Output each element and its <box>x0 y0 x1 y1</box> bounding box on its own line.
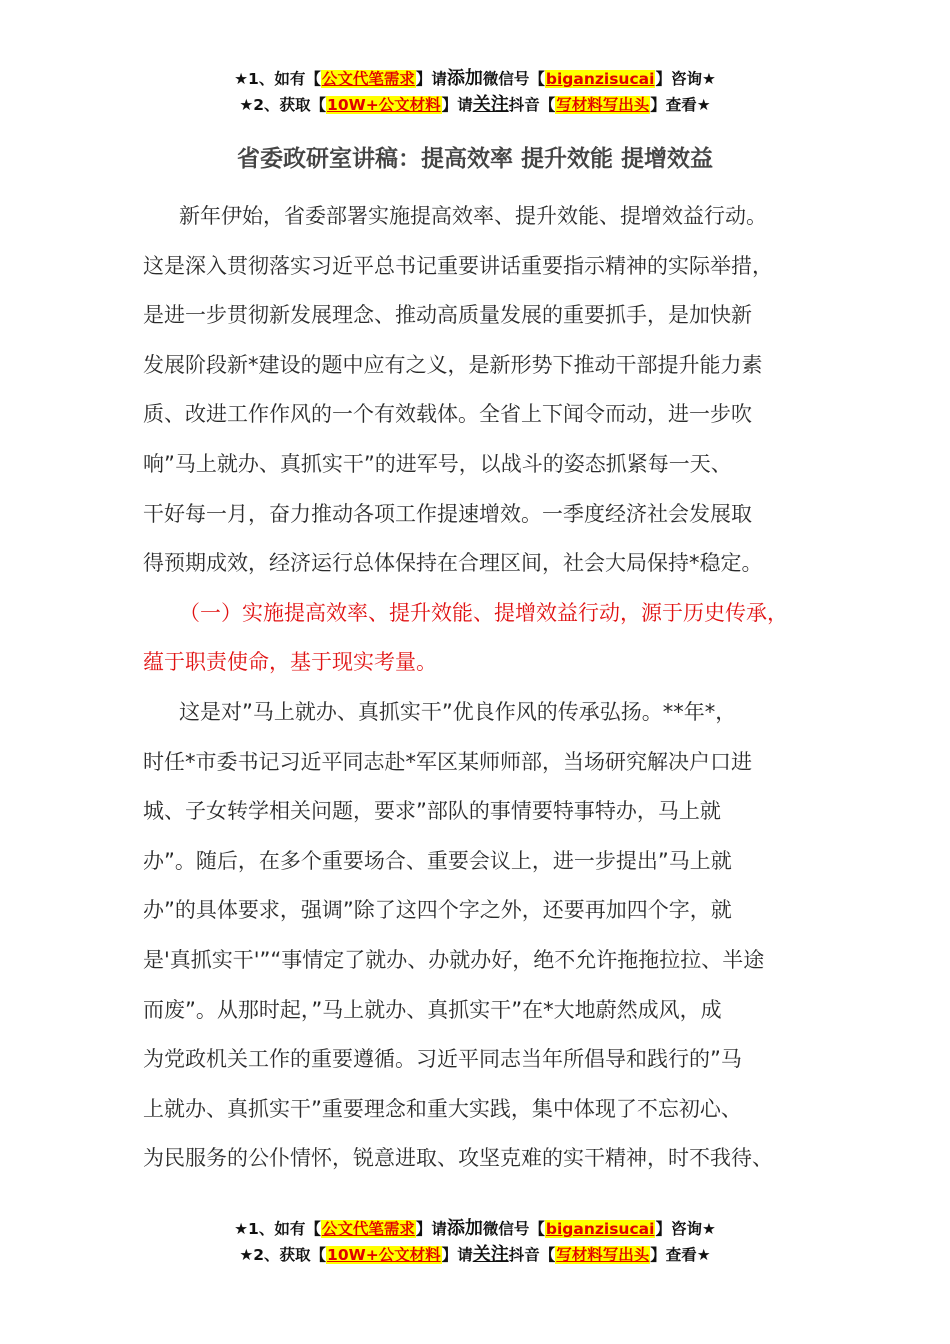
section-heading-line: 蕴于职责使命，基于现实考量。 <box>143 650 437 675</box>
promo-emphasis: 添加 <box>446 68 483 89</box>
promo-douyin-id: 写材料写出头 <box>556 1246 650 1264</box>
promo-text: 微信号【 <box>482 1220 545 1238</box>
promo-text: 】查看★ <box>650 96 711 114</box>
promo-text: 】请 <box>441 96 473 114</box>
paragraph-line: 而废”。从那时起，”马上就办、真抓实干”在*大地蔚然成风，成 <box>143 997 722 1022</box>
promo-text: 】请 <box>441 1246 473 1264</box>
promo-line-1 <box>0 66 950 92</box>
promo-emphasis: 关注 <box>472 1244 509 1265</box>
promo-line-2 <box>0 1242 950 1268</box>
promo-highlight: 公文代笔需求 <box>321 70 415 88</box>
promo-text: 】查看★ <box>650 1246 711 1264</box>
promo-text: ★2、获取【 <box>239 1246 327 1264</box>
document-body <box>143 192 833 1184</box>
promo-text: ★1、如有【 <box>234 1220 321 1238</box>
promo-text: 抖音【 <box>508 1246 556 1264</box>
paragraph-line: 是进一步贯彻新发展理念、推动高质量发展的重要抓手，是加快新 <box>143 303 752 328</box>
promo-text: 】咨询★ <box>655 70 716 88</box>
paragraph-line: 质、改进工作作风的一个有效载体。全省上下闻令而动，进一步吹 <box>143 402 752 427</box>
section-heading-line: （一）实施提高效率、提升效能、提增效益行动，源于历史传承， <box>179 600 788 625</box>
paragraph-line: 这是深入贯彻落实习近平总书记重要讲话重要指示精神的实际举措， <box>143 253 773 278</box>
promo-highlight: 公文代笔需求 <box>321 1220 415 1238</box>
paragraph-line: 为党政机关工作的重要遵循。习近平同志当年所倡导和践行的”马 <box>143 1047 742 1072</box>
paragraph-line: 干好每一月，奋力推动各项工作提速增效。一季度经济社会发展取 <box>143 501 752 526</box>
promo-banner-bottom <box>0 1216 950 1268</box>
promo-text: ★1、如有【 <box>234 70 321 88</box>
promo-line-1 <box>0 1216 950 1242</box>
promo-text: 】请 <box>415 1220 447 1238</box>
paragraph-line: 上就办、真抓实干”重要理念和重大实践，集中体现了不忘初心、 <box>143 1096 742 1121</box>
promo-text: ★2、获取【 <box>239 96 327 114</box>
paragraph-line: 发展阶段新*建设的题中应有之义，是新形势下推动干部提升能力素 <box>143 352 763 377</box>
promo-text: 】咨询★ <box>655 1220 716 1238</box>
paragraph-line: 是'真抓实干'”“事情定了就办、办就办好，绝不允许拖拖拉拉、半途 <box>143 947 765 972</box>
paragraph-line: 得预期成效，经济运行总体保持在合理区间，社会大局保持*稳定。 <box>143 551 763 576</box>
page-title: 省委政研室讲稿：提高效率 提升效能 提增效益 <box>236 146 713 172</box>
promo-text: 抖音【 <box>508 96 556 114</box>
paragraph-line: 这是对”马上就办、真抓实干”优良作风的传承弘扬。**年*， <box>179 699 737 724</box>
paragraph-line: 为民服务的公仆情怀，锐意进取、攻坚克难的实干精神，时不我待、 <box>143 1146 773 1171</box>
paragraph-line: 时任*市委书记习近平同志赴*军区某师师部，当场研究解决户口进 <box>143 749 752 774</box>
promo-text: 微信号【 <box>482 70 545 88</box>
paragraph-line: 办”的具体要求，强调”除了这四个字之外，还要再加四个字，就 <box>143 898 732 923</box>
promo-wechat-id: biganzisucai <box>545 70 655 88</box>
promo-banner-top <box>0 66 950 118</box>
promo-emphasis: 添加 <box>446 1218 483 1239</box>
promo-highlight: 10W+公文材料 <box>327 96 441 114</box>
paragraph-line: 城、子女转学相关问题，要求”部队的事情要特事特办，马上就 <box>143 799 721 824</box>
promo-emphasis: 关注 <box>472 94 509 115</box>
paragraph-line: 新年伊始，省委部署实施提高效率、提升效能、提增效益行动。 <box>179 204 767 228</box>
paragraph-line: 响”马上就办、真抓实干”的进军号，以战斗的姿态抓紧每一天、 <box>143 451 732 476</box>
promo-wechat-id: biganzisucai <box>545 1220 655 1238</box>
promo-line-2 <box>0 92 950 118</box>
promo-highlight: 10W+公文材料 <box>327 1246 441 1264</box>
promo-douyin-id: 写材料写出头 <box>556 96 650 114</box>
promo-text: 】请 <box>415 70 447 88</box>
paragraph-line: 办”。随后，在多个重要场合、重要会议上，进一步提出”马上就 <box>143 848 732 873</box>
